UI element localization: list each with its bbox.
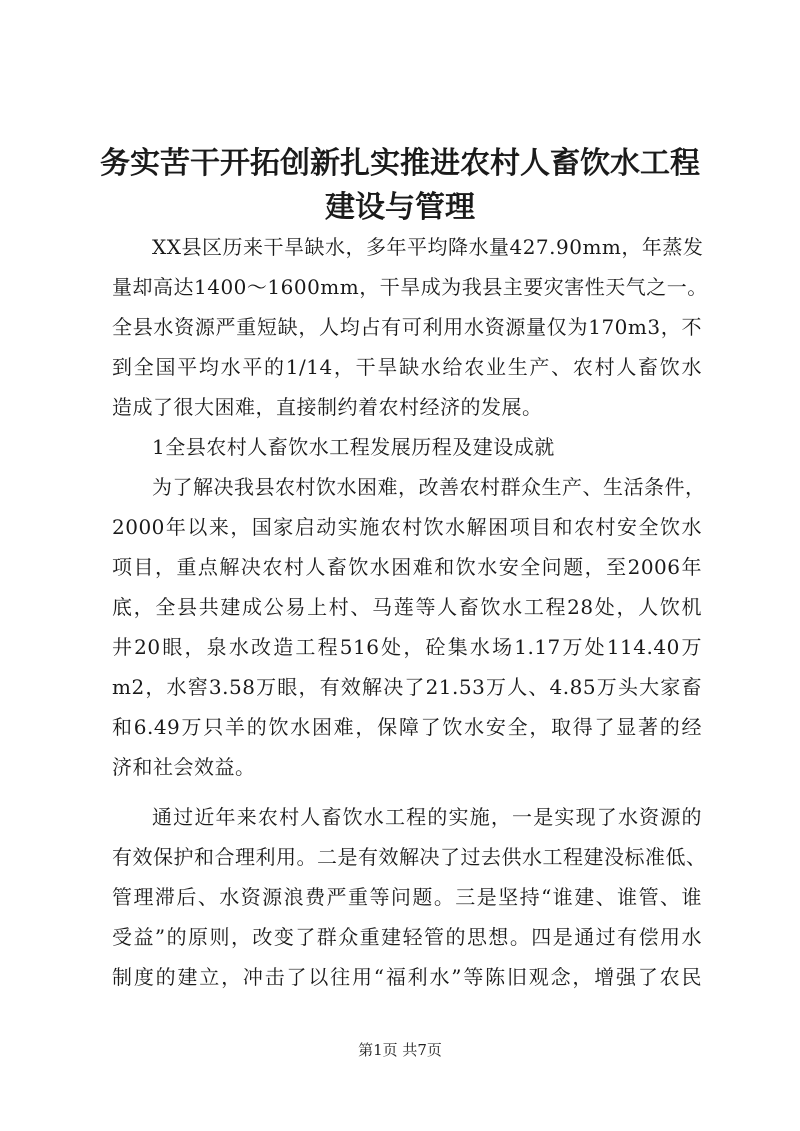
body-line: 管理滞后、水资源浪费严重等问题。三是坚持“谁建、谁管、谁 — [112, 885, 702, 909]
body-line: 受益”的原则，改变了群众重建轻管的思想。四是通过有偿用水 — [112, 925, 702, 949]
body-line: m2，水窖3.58万眼，有效解决了21.53万人、4.85万头大家畜 — [112, 675, 702, 699]
page-number: 第1页 共7页 — [358, 1041, 442, 1059]
body-line: 全县水资源严重短缺，人均占有可利用水资源量仅为170m3，不 — [112, 315, 702, 339]
document-title-line-2: 建设与管理 — [325, 190, 475, 225]
body-line: 通过近年来农村人畜饮水工程的实施，一是实现了水资源的 — [152, 805, 702, 829]
body-line: 济和社会效益。 — [112, 755, 256, 779]
body-line: 井20眼，泉水改造工程516处，砼集水场1.17万处114.40万 — [112, 635, 702, 659]
body-line: 2000年以来，国家启动实施农村饮水解困项目和农村安全饮水 — [112, 515, 702, 539]
body-line: 量却高达1400～1600mm，干旱成为我县主要灾害性天气之一。 — [112, 275, 708, 299]
body-line: XX县区历来干旱缺水，多年平均降水量427.90mm，年蒸发 — [152, 235, 704, 259]
body-line: 底，全县共建成公易上村、马莲等人畜饮水工程28处，人饮机 — [112, 595, 702, 619]
body-line: 造成了很大困难，直接制约着农村经济的发展。 — [112, 395, 543, 419]
document-title-line-1: 务实苦干开拓创新扎实推进农村人畜饮水工程 — [100, 146, 700, 181]
body-line: 到全国平均水平的1/14，干旱缺水给农业生产、农村人畜饮水 — [112, 355, 702, 379]
body-line: 制度的建立，冲击了以往用“福利水”等陈旧观念，增强了农民 — [112, 965, 702, 989]
body-line: 项目，重点解决农村人畜饮水困难和饮水安全问题，至2006年 — [112, 555, 702, 579]
section-heading: 1全县农村人畜饮水工程发展历程及建设成就 — [152, 435, 555, 459]
body-line: 和6.49万只羊的饮水困难，保障了饮水安全，取得了显著的经 — [112, 715, 702, 739]
body-line: 为了解决我县农村饮水困难，改善农村群众生产、生活条件， — [152, 475, 706, 499]
body-line: 有效保护和合理利用。二是有效解决了过去供水工程建没标准低、 — [112, 845, 707, 869]
